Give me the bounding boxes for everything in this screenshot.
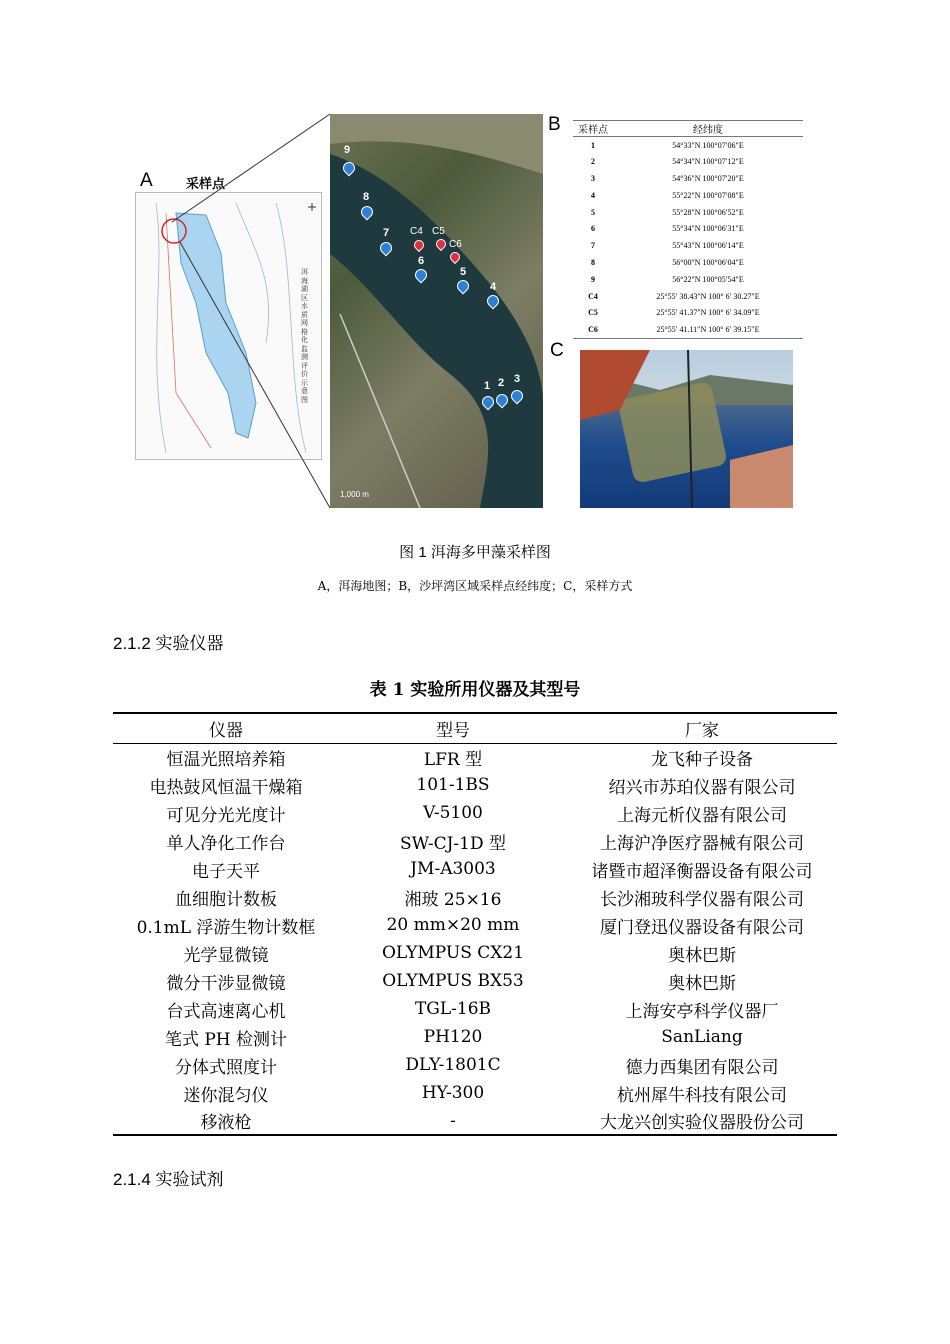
- table-row: [113, 743, 837, 771]
- panel-label-c: C: [550, 340, 564, 361]
- section-heading: 2.1.4 实验试剂: [113, 1170, 224, 1189]
- table-row: [113, 1051, 837, 1079]
- table-cell: 绍兴市苏珀仪器有限公司: [608, 777, 796, 798]
- pin-label: 7: [383, 227, 390, 239]
- table-cell: 上海安亭科学仪器厂: [625, 1001, 779, 1022]
- table-cell: 25°55′ 41.37″N 100° 6′ 34.09″E: [656, 308, 760, 318]
- table-cell: 55°28″N 100°06′52″E: [672, 207, 744, 217]
- pin-label: 1: [484, 380, 491, 392]
- table-cell: 上海沪净医疗器械有限公司: [600, 833, 804, 854]
- table-cell: LFR 型: [423, 749, 483, 770]
- table-cell: 56°00″N 100°06′04″E: [672, 257, 744, 267]
- table-row: [113, 799, 837, 827]
- section-heading: 2.1.2 实验仪器: [113, 634, 224, 653]
- table-cell: SanLiang: [661, 1027, 743, 1047]
- table-cell: 上海元析仪器有限公司: [617, 805, 787, 826]
- table-row: [113, 939, 837, 967]
- table-row: [113, 827, 837, 855]
- table-cell: 龙飞种子设备: [651, 749, 753, 770]
- table-cell: 长沙湘玻科学仪器有限公司: [600, 889, 804, 910]
- pin-label: 5: [460, 266, 467, 278]
- table-cell: 奥林巴斯: [668, 973, 736, 994]
- header: 采样点: [573, 121, 613, 137]
- table-cell: 7: [591, 241, 595, 251]
- table-row: [113, 1023, 837, 1051]
- table-cell: 台式高速离心机: [166, 1001, 286, 1022]
- pin-label: 4: [490, 281, 497, 293]
- table-cell: TGL-16B: [414, 999, 492, 1019]
- table-cell: 56°22″N 100°05′54″E: [672, 274, 744, 284]
- table-row: [113, 1107, 837, 1135]
- table-cell: C4: [588, 291, 598, 301]
- scale-bar: 1,000 m: [340, 490, 369, 499]
- table-cell: 9: [591, 274, 595, 284]
- table-cell: 大龙兴创实验仪器股份公司: [600, 1113, 804, 1133]
- header: 厂家: [567, 713, 837, 743]
- table-row: [113, 1079, 837, 1107]
- table-row: [113, 771, 837, 799]
- sampling-photo: [580, 350, 793, 508]
- table-cell: C6: [588, 324, 598, 334]
- figure-caption: 图 1 洱海多甲藻采样图: [399, 544, 551, 561]
- map-title: 采样点: [186, 176, 226, 191]
- pin-label: 2: [498, 377, 505, 389]
- table-cell: HY-300: [421, 1083, 485, 1103]
- table-row: [573, 288, 803, 305]
- pin-label: 8: [363, 191, 370, 203]
- table-cell: 0.1mL 浮游生物计数框: [136, 917, 316, 938]
- pin-label: 3: [514, 373, 521, 385]
- header: 经纬度: [613, 121, 803, 137]
- pin-label: C6: [449, 239, 462, 250]
- table-cell: OLYMPUS CX21: [381, 943, 525, 963]
- instrument-table: [113, 712, 837, 1136]
- table-cell: 恒温光照培养箱: [166, 749, 286, 770]
- table-row: [113, 883, 837, 911]
- table-cell: 3: [591, 173, 595, 183]
- table-cell: 厦门登迅仪器设备有限公司: [600, 917, 804, 938]
- table-cell: 5: [591, 207, 595, 217]
- table-row: [573, 153, 803, 170]
- pin-label: 6: [418, 255, 425, 267]
- table-row: [573, 220, 803, 237]
- table-cell: 德力西集团有限公司: [625, 1057, 779, 1078]
- table-cell: C5: [588, 308, 598, 318]
- table-cell: 54°36″N 100°07′20″E: [672, 173, 744, 183]
- table-row: [573, 204, 803, 221]
- table-cell: 55°34″N 100°06′31″E: [672, 224, 744, 234]
- table-cell: 单人净化工作台: [166, 833, 286, 854]
- table-cell: 25°55′ 41.11″N 100° 6′ 39.15″E: [656, 324, 760, 334]
- table-cell: OLYMPUS BX53: [382, 971, 524, 991]
- table-cell: 迷你混匀仪: [183, 1085, 269, 1106]
- table-cell: 奥林巴斯: [668, 945, 736, 966]
- table-cell: DLY-1801C: [405, 1055, 501, 1075]
- table-cell: 101-1BS: [416, 775, 490, 795]
- table-cell: 电子天平: [192, 861, 260, 882]
- pin-label: C4: [410, 226, 423, 237]
- table-row: [573, 304, 803, 321]
- table-row: [113, 995, 837, 1023]
- panel-label-b: B: [548, 114, 561, 135]
- table-cell: 20 mm×20 mm: [386, 915, 520, 935]
- table-row: [113, 967, 837, 995]
- satellite-image: [330, 114, 543, 508]
- table-cell: 血细胞计数板: [175, 889, 277, 910]
- coordinates-table: [573, 120, 803, 339]
- table-cell: 6: [591, 224, 595, 234]
- table-cell: 杭州犀牛科技有限公司: [617, 1085, 787, 1106]
- table-row: [573, 237, 803, 254]
- table-cell: 54°34″N 100°07′12″E: [672, 157, 744, 167]
- header: 型号: [339, 713, 567, 743]
- table-row: [113, 911, 837, 939]
- table-cell: 移液枪: [200, 1113, 252, 1133]
- table-cell: 光学显微镜: [183, 945, 269, 966]
- table-cell: SW-CJ-1D 型: [399, 833, 507, 854]
- table-cell: 分体式照度计: [175, 1057, 277, 1078]
- table-cell: V-5100: [423, 803, 483, 823]
- map-vertical-title: 洱海湖区水质网格化监测评价示意图: [301, 268, 308, 404]
- table-cell: 可见分光光度计: [166, 805, 286, 826]
- table-cell: 湘玻 25×16: [404, 889, 502, 910]
- table-cell: PH120: [423, 1027, 483, 1047]
- table-cell: 笔式 PH 检测计: [164, 1029, 288, 1050]
- table-row: [573, 137, 803, 154]
- table-cell: 微分干涉显微镜: [166, 973, 286, 994]
- header: 仪器: [113, 713, 339, 743]
- table-cell: 电热鼓风恒温干燥箱: [149, 777, 303, 798]
- table-row: [573, 321, 803, 338]
- table-cell: 54°33″N 100°07′06″E: [672, 140, 744, 150]
- table-cell: 55°43″N 100°06′14″E: [672, 241, 744, 251]
- figure-subcaption: A，洱海地图；B，沙坪湾区域采样点经纬度；C，采样方式: [317, 579, 633, 593]
- table-cell: 25°55′ 38.43″N 100° 6′ 30.27″E: [656, 291, 760, 301]
- table-cell: 1: [591, 140, 595, 150]
- table-title: 表 1 实验所用仪器及其型号: [369, 680, 581, 700]
- table-cell: 4: [591, 190, 595, 200]
- pin-label: C5: [432, 226, 445, 237]
- table-cell: JM-A3003: [410, 859, 496, 879]
- table-cell: 55°22″N 100°07′08″E: [672, 190, 744, 200]
- table-cell: 诸暨市超泽衡器设备有限公司: [591, 861, 813, 882]
- table-cell: 8: [591, 257, 595, 267]
- panel-label-a: A: [140, 170, 153, 191]
- table-row: [573, 254, 803, 271]
- table-cell: 2: [591, 157, 595, 167]
- table-row: [573, 187, 803, 204]
- table-row: [573, 170, 803, 187]
- pin-label: 9: [344, 144, 351, 156]
- table-row: [573, 271, 803, 288]
- table-row: [113, 855, 837, 883]
- table-cell: -: [450, 1110, 456, 1131]
